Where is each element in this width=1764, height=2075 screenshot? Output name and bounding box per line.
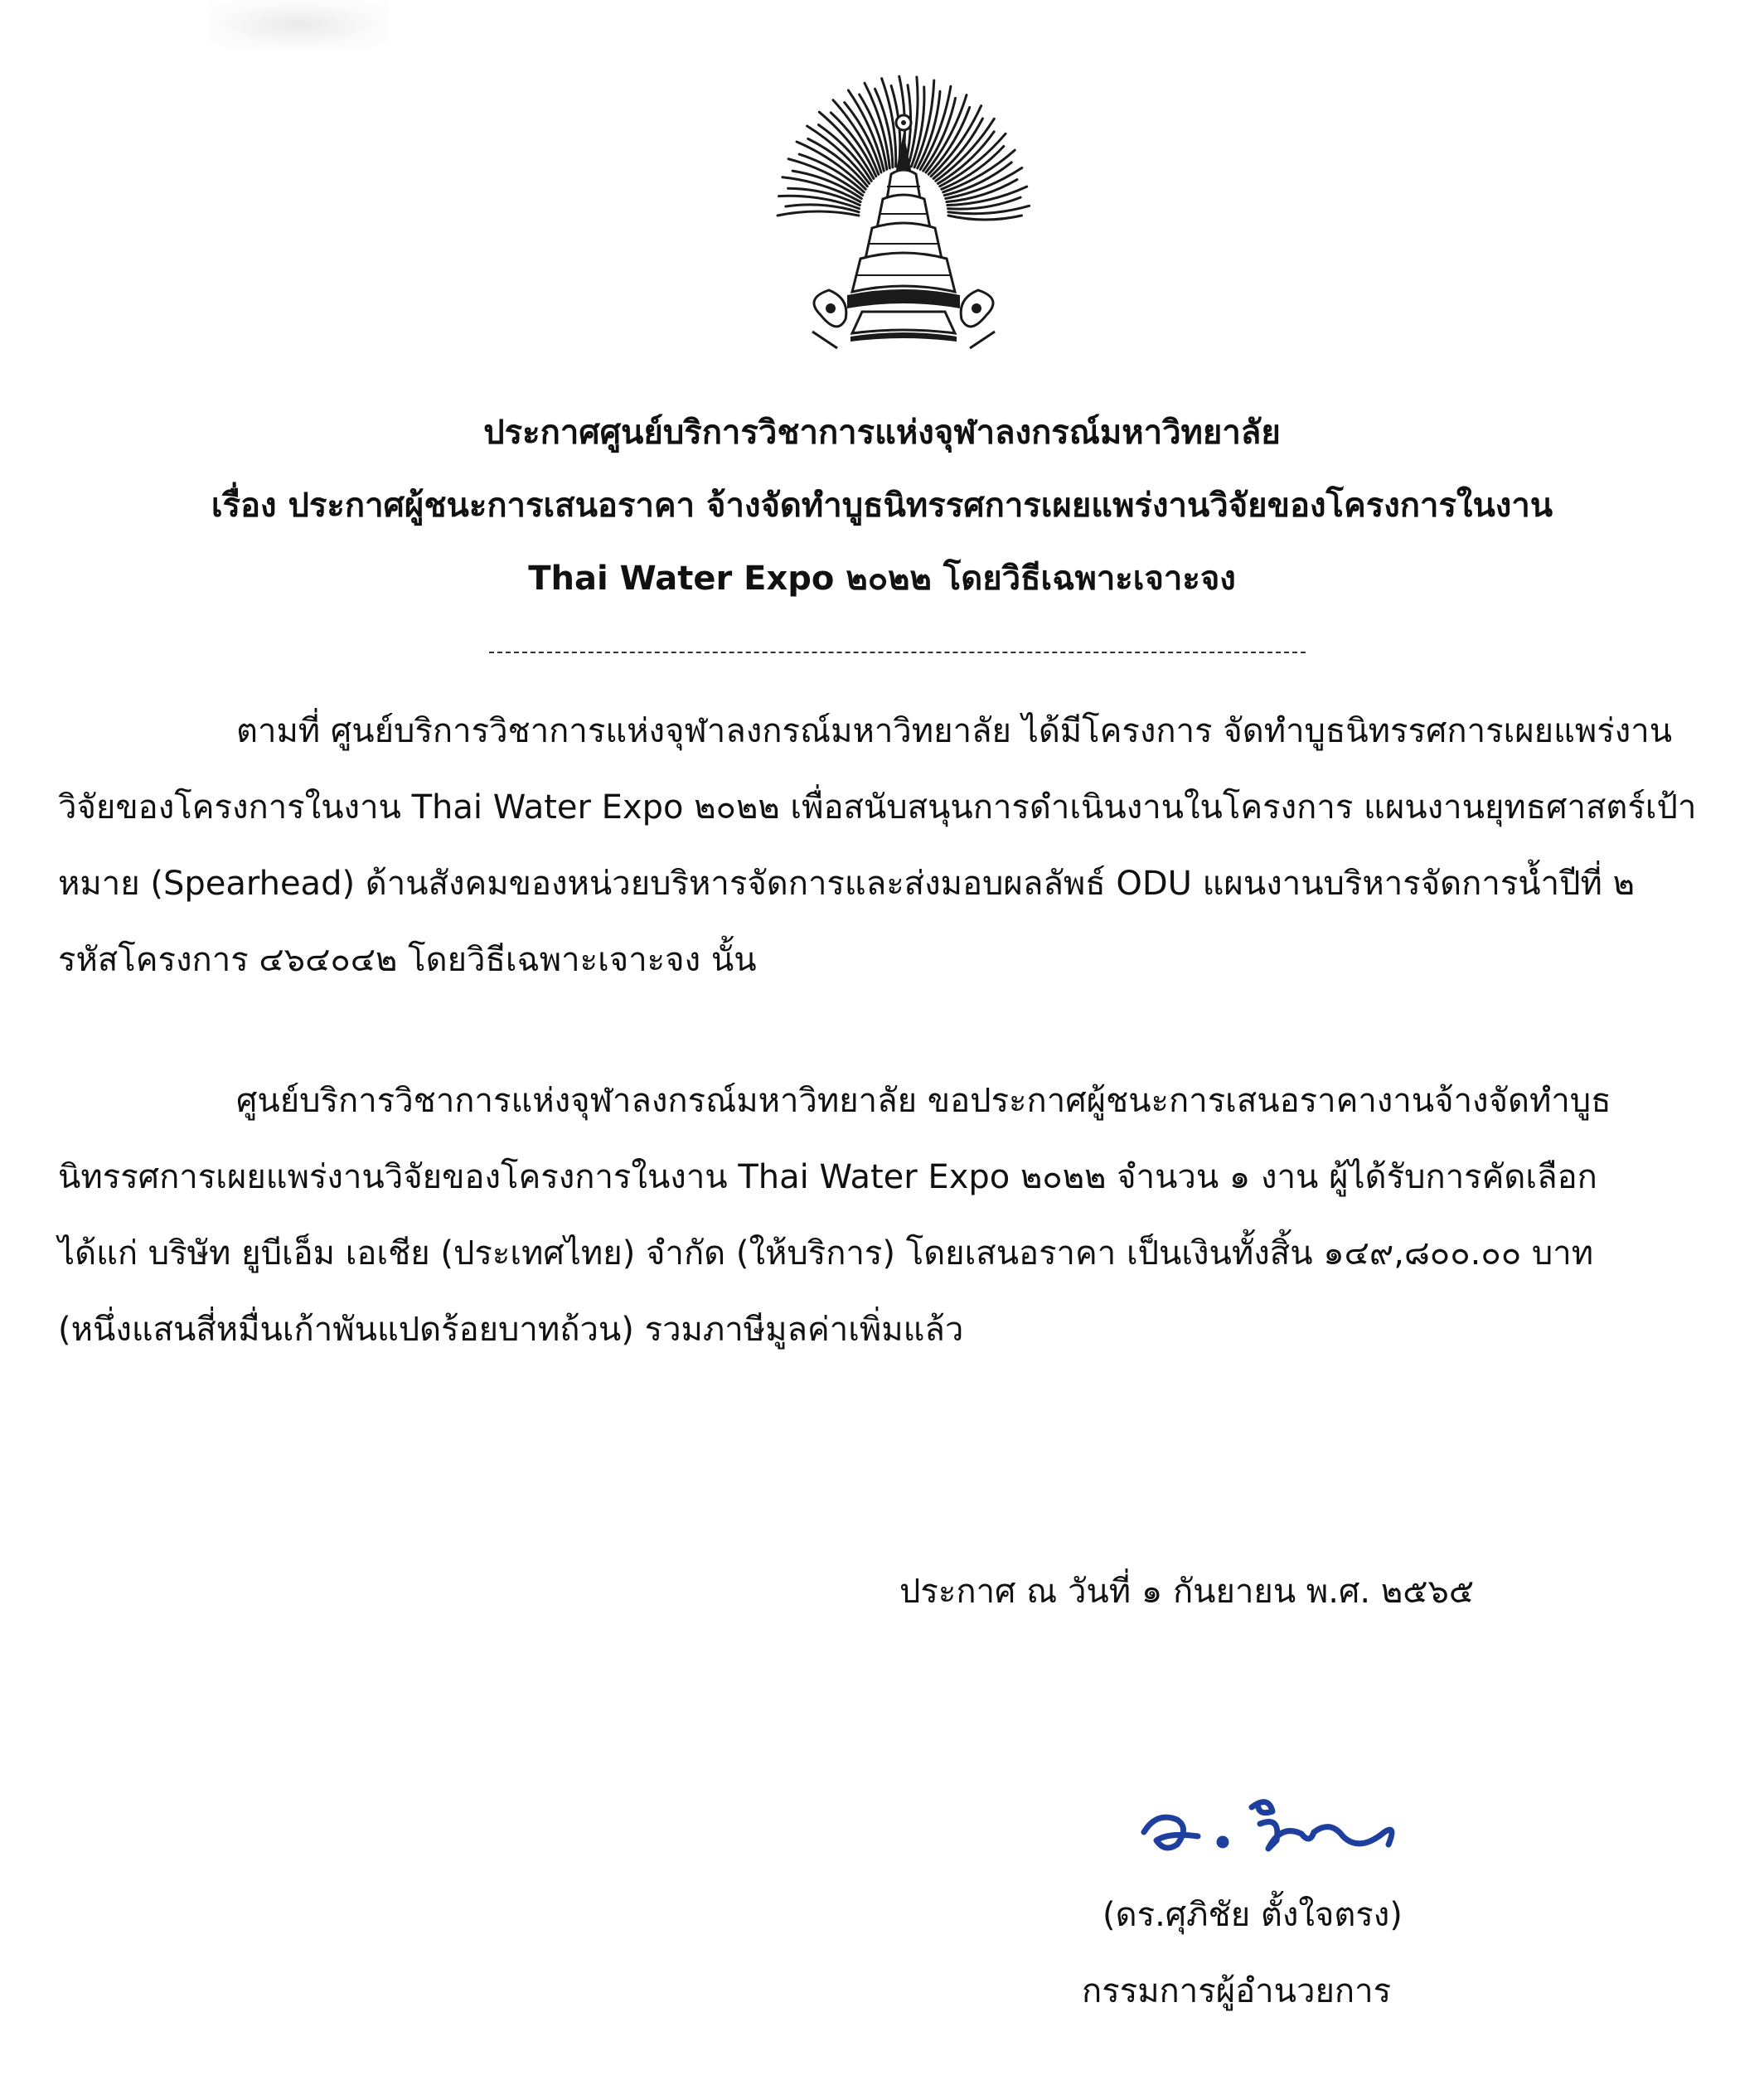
paragraph-line: วิจัยของโครงการในงาน Thai Water Expo ๒๐๒๒ เพื่อสนับสนุนการดำเนินงานในโครงการ แผนงานยุทธศาสตร์เป้า	[58, 788, 1697, 827]
title-line-2: เรื่อง ประกาศผู้ชนะการเสนอราคา จ้างจัดทำบูธนิทรรศการเผยแพร่งานวิจัยของโครงการในงาน	[211, 487, 1553, 525]
paragraph-line: (หนึ่งแสนสี่หมื่นเก้าพันแปดร้อยบาทถ้วน) รวมภาษีมูลค่าเพิ่มแล้ว	[58, 1311, 964, 1349]
handwritten-signature	[1136, 1774, 1409, 1865]
paragraph-line: นิทรรศการเผยแพร่งานวิจัยของโครงการในงาน Thai Water Expo ๒๐๒๒ จำนวน ๑ งาน ผู้ได้รับการคัดเลือก	[58, 1158, 1597, 1196]
emblem-ray	[833, 100, 879, 175]
scan-smudge	[207, 0, 390, 50]
chulalongkorn-emblem-icon	[771, 50, 1036, 365]
paragraph-line: ตามที่ ศูนย์บริการวิชาการแห่งจุฬาลงกรณ์มหาวิทยาลัย ได้มีโครงการ จัดทำบูธนิทรรศการเผยแพร่งาน	[236, 712, 1673, 750]
paragraph-line: ศูนย์บริการวิชาการแห่งจุฬาลงกรณ์มหาวิทยาลัย ขอประกาศผู้ชนะการเสนอราคางานจ้างจัดทำบูธ	[236, 1082, 1611, 1120]
announcement-title	[0, 396, 1764, 615]
emblem-ray	[831, 113, 876, 177]
title-line-3: Thai Water Expo ๒๐๒๒ โดยวิธีเฉพาะเจาะจง	[528, 560, 1236, 598]
signer-title: กรรมการผู้อำนวยการ	[1082, 1972, 1392, 2010]
emblem-ray	[778, 211, 859, 216]
title-line-1: ประกาศศูนย์บริการวิชาการแห่งจุฬาลงกรณ์มหาวิทยาลัย	[483, 414, 1281, 452]
emblem-ray	[948, 216, 1022, 220]
paragraph-line: หมาย (Spearhead) ด้านสังคมของหน่วยบริหารจัดการและส่งมอบผลลัพธ์ ODU แผนงานบริหารจัดการน้ำปีที่ ๒	[58, 865, 1635, 903]
paragraph-project	[58, 693, 1741, 998]
signer-name: (ดร.ศุภิชัย ตั้งใจตรง)	[1102, 1896, 1403, 1934]
title-divider	[489, 652, 1306, 653]
paragraph-line: ได้แก่ บริษัท ยูบีเอ็ม เอเชีย (ประเทศไทย) จำกัด (ให้บริการ) โดยเสนอราคา เป็นเงินทั้งสิ้น ๑๔๙,๘๐๐.๐๐ บาท	[58, 1234, 1594, 1273]
paragraph-line: รหัสโครงการ ๔๖๔๐๔๒ โดยวิธีเฉพาะเจาะจง นั้น	[58, 941, 757, 979]
announcement-date: ประกาศ ณ วันที่ ๑ กันยายน พ.ศ. ๒๕๖๕	[899, 1573, 1475, 1611]
paragraph-winner	[58, 1063, 1741, 1368]
